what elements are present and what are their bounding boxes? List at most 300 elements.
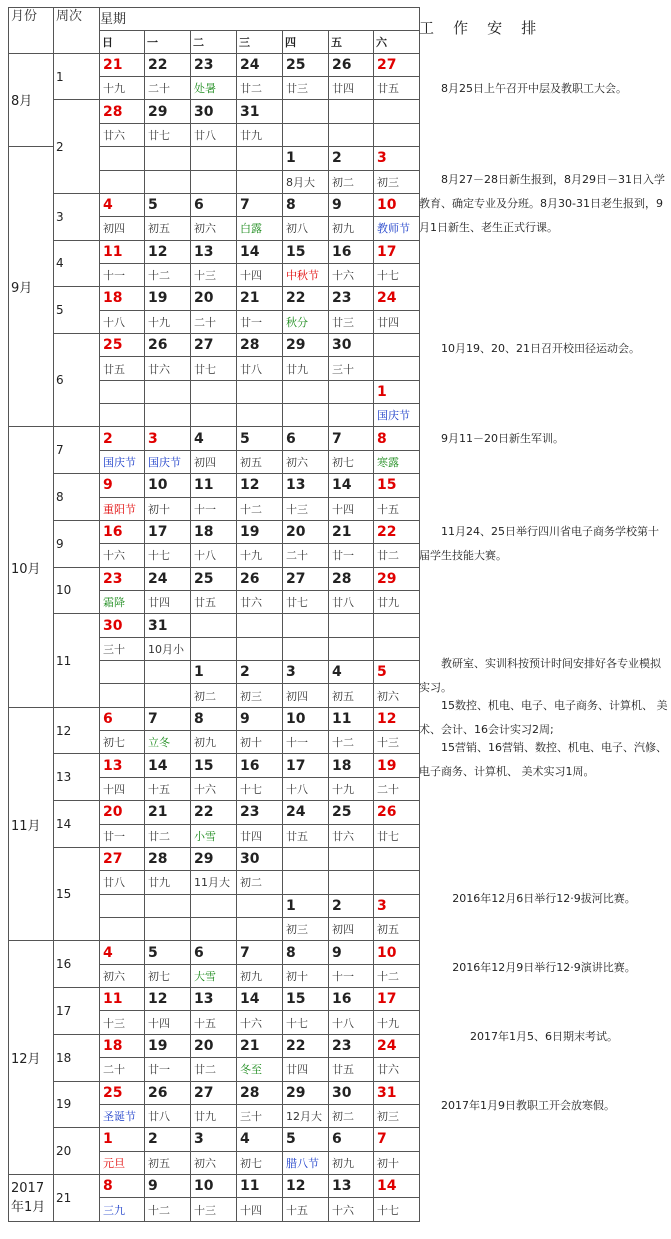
day-lunar-label: 廿一 — [100, 824, 145, 847]
day-lunar-label: 8月大 — [283, 170, 329, 193]
empty-day-cell — [283, 637, 329, 660]
day-lunar-label: 廿六 — [374, 1058, 420, 1081]
empty-day-cell — [145, 170, 191, 193]
day-number: 18 — [329, 754, 374, 777]
week-number: 1 — [54, 53, 100, 100]
day-lunar-label: 初六 — [283, 450, 329, 473]
empty-day-cell — [283, 123, 329, 146]
empty-day-cell — [191, 147, 237, 170]
day-lunar-label: 十六 — [100, 544, 145, 567]
day-number: 16 — [329, 240, 374, 263]
empty-day-cell — [100, 147, 145, 170]
day-number: 30 — [237, 847, 283, 870]
day-lunar-label: 初四 — [191, 450, 237, 473]
day-number: 11 — [329, 707, 374, 730]
day-lunar-label: 十九 — [100, 77, 145, 100]
empty-day-cell — [145, 404, 191, 427]
day-lunar-label: 霜降 — [100, 590, 145, 613]
day-lunar-label: 十五 — [191, 1011, 237, 1034]
empty-day-cell — [191, 918, 237, 941]
empty-day-cell — [191, 894, 237, 917]
day-number: 3 — [145, 427, 191, 450]
day-lunar-label: 圣诞节 — [100, 1104, 145, 1127]
day-number: 9 — [237, 707, 283, 730]
week-number: 12 — [54, 707, 100, 754]
day-lunar-label: 十八 — [191, 544, 237, 567]
day-number: 23 — [191, 53, 237, 76]
day-lunar-label: 初七 — [145, 964, 191, 987]
day-lunar-label: 国庆节 — [374, 404, 420, 427]
day-lunar-label: 教师节 — [374, 217, 420, 240]
day-number: 9 — [145, 1174, 191, 1197]
day-lunar-label: 12月大 — [283, 1104, 329, 1127]
day-lunar-label: 十四 — [145, 1011, 191, 1034]
day-number: 22 — [283, 287, 329, 310]
day-lunar-label: 初六 — [374, 684, 420, 707]
day-number: 24 — [145, 567, 191, 590]
day-lunar-label: 十七 — [374, 263, 420, 286]
empty-day-cell — [145, 380, 191, 403]
empty-day-cell — [100, 684, 145, 707]
day-number: 10 — [283, 707, 329, 730]
day-number: 1 — [374, 380, 420, 403]
day-number: 7 — [237, 941, 283, 964]
day-lunar-label: 初七 — [237, 1151, 283, 1174]
empty-day-cell — [283, 100, 329, 123]
day-lunar-label: 初九 — [329, 217, 374, 240]
day-number: 14 — [237, 240, 283, 263]
day-lunar-label: 廿六 — [100, 123, 145, 146]
month-label: 2017年1月 — [9, 1174, 54, 1221]
day-number: 16 — [237, 754, 283, 777]
empty-day-cell — [100, 170, 145, 193]
day-number: 5 — [145, 193, 191, 216]
day-number: 12 — [283, 1174, 329, 1197]
day-lunar-label: 廿四 — [283, 1058, 329, 1081]
empty-day-cell — [100, 918, 145, 941]
day-number: 10 — [374, 941, 420, 964]
day-lunar-label: 十三 — [100, 1011, 145, 1034]
day-lunar-label: 初六 — [100, 964, 145, 987]
day-lunar-label: 三九 — [100, 1198, 145, 1222]
day-number: 28 — [237, 1081, 283, 1104]
day-number: 22 — [374, 520, 420, 543]
day-lunar-label: 廿七 — [191, 357, 237, 380]
day-lunar-label: 二十 — [374, 777, 420, 800]
schedule-note: 2017年1月5、6日期末考试。 — [470, 1030, 618, 1043]
empty-day-cell — [283, 404, 329, 427]
day-number: 26 — [145, 1081, 191, 1104]
day-lunar-label: 十四 — [329, 497, 374, 520]
day-number: 28 — [237, 334, 283, 357]
day-number: 29 — [283, 334, 329, 357]
day-lunar-label: 廿七 — [283, 590, 329, 613]
day-lunar-label: 十一 — [283, 731, 329, 754]
day-lunar-label: 初十 — [237, 731, 283, 754]
day-number: 12 — [145, 240, 191, 263]
day-number: 4 — [329, 661, 374, 684]
week-number: 3 — [54, 193, 100, 240]
week-number: 5 — [54, 287, 100, 334]
day-lunar-label: 十一 — [100, 263, 145, 286]
day-number: 27 — [374, 53, 420, 76]
week-number: 2 — [54, 100, 100, 193]
day-lunar-label: 初五 — [145, 1151, 191, 1174]
weekday-label: 六 — [374, 31, 420, 53]
day-number: 26 — [237, 567, 283, 590]
day-lunar-label: 初十 — [283, 964, 329, 987]
day-lunar-label: 初四 — [283, 684, 329, 707]
day-number: 28 — [100, 100, 145, 123]
empty-day-cell — [100, 894, 145, 917]
month-label: 11月 — [9, 707, 54, 941]
day-lunar-label: 初五 — [374, 918, 420, 941]
day-lunar-label: 廿五 — [329, 1058, 374, 1081]
day-lunar-label: 国庆节 — [100, 450, 145, 473]
day-number: 6 — [191, 193, 237, 216]
week-number: 6 — [54, 334, 100, 427]
day-number: 4 — [237, 1128, 283, 1151]
week-number: 18 — [54, 1034, 100, 1081]
day-lunar-label: 三十 — [329, 357, 374, 380]
day-number: 2 — [329, 147, 374, 170]
day-lunar-label: 初五 — [237, 450, 283, 473]
day-lunar-label: 初五 — [329, 684, 374, 707]
day-number: 9 — [329, 941, 374, 964]
empty-day-cell — [374, 357, 420, 380]
day-lunar-label: 十九 — [237, 544, 283, 567]
empty-day-cell — [329, 637, 374, 660]
day-number: 30 — [191, 100, 237, 123]
day-number: 13 — [283, 474, 329, 497]
schedule-note: 教研室、实训科按预计时间安排好各专业模拟实习。 — [419, 657, 661, 694]
day-number: 20 — [100, 801, 145, 824]
day-lunar-label: 十五 — [374, 497, 420, 520]
day-number: 14 — [145, 754, 191, 777]
day-number: 25 — [191, 567, 237, 590]
schedule-note: 8月25日上午召开中层及教职工大会。 — [441, 82, 627, 95]
day-number: 15 — [374, 474, 420, 497]
day-lunar-label: 初八 — [283, 217, 329, 240]
day-lunar-label: 初七 — [100, 731, 145, 754]
empty-day-cell — [329, 123, 374, 146]
week-number: 16 — [54, 941, 100, 988]
day-lunar-label: 二十 — [283, 544, 329, 567]
day-number: 25 — [100, 1081, 145, 1104]
day-number: 24 — [237, 53, 283, 76]
week-number: 4 — [54, 240, 100, 287]
day-number: 2 — [100, 427, 145, 450]
week-column-header: 周次 — [54, 8, 100, 54]
month-column-header: 月份 — [9, 8, 54, 54]
day-number: 12 — [374, 707, 420, 730]
day-lunar-label: 重阳节 — [100, 497, 145, 520]
weekday-label: 二 — [191, 31, 237, 53]
empty-day-cell — [374, 100, 420, 123]
day-lunar-label: 十三 — [283, 497, 329, 520]
empty-day-cell — [283, 614, 329, 637]
day-lunar-label: 十二 — [374, 964, 420, 987]
day-number: 19 — [374, 754, 420, 777]
day-lunar-label: 十八 — [283, 777, 329, 800]
empty-day-cell — [145, 661, 191, 684]
empty-day-cell — [191, 404, 237, 427]
day-number: 15 — [283, 988, 329, 1011]
day-lunar-label: 廿六 — [237, 590, 283, 613]
empty-day-cell — [374, 847, 420, 870]
day-number: 31 — [145, 614, 191, 637]
day-lunar-label: 小雪 — [191, 824, 237, 847]
day-lunar-label: 初二 — [191, 684, 237, 707]
day-lunar-label: 十八 — [100, 310, 145, 333]
day-number: 4 — [100, 193, 145, 216]
day-lunar-label: 处暑 — [191, 77, 237, 100]
day-number: 31 — [374, 1081, 420, 1104]
day-lunar-label: 初十 — [145, 497, 191, 520]
weekday-label: 四 — [283, 31, 329, 53]
day-number: 29 — [191, 847, 237, 870]
day-lunar-label: 十三 — [374, 731, 420, 754]
day-lunar-label: 廿一 — [237, 310, 283, 333]
day-number: 24 — [374, 287, 420, 310]
day-number: 6 — [100, 707, 145, 730]
day-number: 11 — [100, 240, 145, 263]
empty-day-cell — [145, 894, 191, 917]
day-number: 2 — [145, 1128, 191, 1151]
day-number: 3 — [374, 894, 420, 917]
day-number: 17 — [283, 754, 329, 777]
day-lunar-label: 廿一 — [329, 544, 374, 567]
empty-day-cell — [329, 847, 374, 870]
day-number: 23 — [329, 1034, 374, 1057]
day-number: 19 — [145, 287, 191, 310]
empty-day-cell — [374, 614, 420, 637]
day-lunar-label: 初九 — [191, 731, 237, 754]
schedule-note: 2016年12月6日举行12·9拔河比赛。 — [452, 892, 636, 905]
day-number: 20 — [191, 287, 237, 310]
weekday-label: 一 — [145, 31, 191, 53]
empty-day-cell — [283, 847, 329, 870]
day-lunar-label: 腊八节 — [283, 1151, 329, 1174]
day-number: 28 — [329, 567, 374, 590]
empty-day-cell — [145, 147, 191, 170]
day-number: 13 — [100, 754, 145, 777]
day-number: 27 — [100, 847, 145, 870]
day-number: 10 — [145, 474, 191, 497]
day-lunar-label: 初三 — [374, 1104, 420, 1127]
day-number: 26 — [329, 53, 374, 76]
empty-day-cell — [329, 404, 374, 427]
day-lunar-label: 十七 — [237, 777, 283, 800]
day-lunar-label: 十二 — [145, 1198, 191, 1222]
day-number: 23 — [329, 287, 374, 310]
day-number: 21 — [237, 1034, 283, 1057]
day-number: 9 — [100, 474, 145, 497]
day-number: 30 — [329, 1081, 374, 1104]
day-lunar-label: 廿三 — [329, 310, 374, 333]
day-lunar-label: 廿九 — [145, 871, 191, 894]
empty-day-cell — [283, 871, 329, 894]
schedule-note: 15数控、机电、电子、电子商务、计算机、 美术、会计、16会计实习2周; — [419, 699, 668, 736]
day-lunar-label: 十五 — [283, 1198, 329, 1222]
empty-day-cell — [100, 404, 145, 427]
day-lunar-label: 廿五 — [191, 590, 237, 613]
day-number: 1 — [283, 147, 329, 170]
day-lunar-label: 二十 — [100, 1058, 145, 1081]
day-lunar-label: 廿八 — [100, 871, 145, 894]
week-number: 8 — [54, 474, 100, 521]
day-number: 6 — [329, 1128, 374, 1151]
day-lunar-label: 廿五 — [283, 824, 329, 847]
day-number: 5 — [283, 1128, 329, 1151]
day-lunar-label: 初四 — [100, 217, 145, 240]
day-lunar-label: 初三 — [374, 170, 420, 193]
day-lunar-label: 初二 — [329, 170, 374, 193]
weekday-label: 三 — [237, 31, 283, 53]
day-number: 13 — [329, 1174, 374, 1197]
empty-day-cell — [191, 170, 237, 193]
day-number: 2 — [329, 894, 374, 917]
day-number: 15 — [191, 754, 237, 777]
week-number: 19 — [54, 1081, 100, 1128]
day-lunar-label: 廿九 — [283, 357, 329, 380]
day-lunar-label: 元旦 — [100, 1151, 145, 1174]
day-lunar-label: 十四 — [237, 1198, 283, 1222]
day-number: 25 — [100, 334, 145, 357]
day-number: 8 — [374, 427, 420, 450]
month-label: 8月 — [9, 53, 54, 146]
day-lunar-label: 廿八 — [145, 1104, 191, 1127]
day-number: 18 — [100, 287, 145, 310]
day-number: 11 — [237, 1174, 283, 1197]
day-number: 17 — [374, 240, 420, 263]
empty-day-cell — [237, 614, 283, 637]
month-label: 9月 — [9, 147, 54, 427]
day-lunar-label: 廿九 — [374, 590, 420, 613]
week-number: 21 — [54, 1174, 100, 1221]
day-number: 1 — [191, 661, 237, 684]
week-number: 7 — [54, 427, 100, 474]
day-number: 6 — [191, 941, 237, 964]
day-number: 13 — [191, 988, 237, 1011]
day-lunar-label: 廿一 — [145, 1058, 191, 1081]
day-number: 18 — [100, 1034, 145, 1057]
day-lunar-label: 廿八 — [237, 357, 283, 380]
empty-day-cell — [237, 380, 283, 403]
day-number: 24 — [374, 1034, 420, 1057]
day-lunar-label: 冬至 — [237, 1058, 283, 1081]
day-number: 20 — [191, 1034, 237, 1057]
day-lunar-label: 廿七 — [145, 123, 191, 146]
week-number: 17 — [54, 988, 100, 1035]
day-number: 27 — [191, 1081, 237, 1104]
empty-day-cell — [100, 380, 145, 403]
empty-day-cell — [374, 871, 420, 894]
day-number: 5 — [374, 661, 420, 684]
day-lunar-label: 十九 — [145, 310, 191, 333]
day-lunar-label: 十四 — [237, 263, 283, 286]
day-lunar-label: 廿九 — [237, 123, 283, 146]
day-number: 27 — [191, 334, 237, 357]
day-number: 24 — [283, 801, 329, 824]
empty-day-cell — [145, 918, 191, 941]
day-number: 23 — [100, 567, 145, 590]
day-lunar-label: 十八 — [329, 1011, 374, 1034]
day-number: 16 — [100, 520, 145, 543]
day-number: 17 — [145, 520, 191, 543]
day-lunar-label: 十七 — [145, 544, 191, 567]
day-lunar-label: 中秋节 — [283, 263, 329, 286]
day-lunar-label: 廿四 — [145, 590, 191, 613]
day-lunar-label: 十九 — [374, 1011, 420, 1034]
day-number: 5 — [237, 427, 283, 450]
week-number: 15 — [54, 847, 100, 940]
day-number: 20 — [283, 520, 329, 543]
day-number: 28 — [145, 847, 191, 870]
day-number: 19 — [145, 1034, 191, 1057]
day-number: 8 — [283, 193, 329, 216]
day-lunar-label: 国庆节 — [145, 450, 191, 473]
day-lunar-label: 廿六 — [145, 357, 191, 380]
empty-day-cell — [329, 100, 374, 123]
day-lunar-label: 大雪 — [191, 964, 237, 987]
schedule-note: 2016年12月9日举行12·9演讲比赛。 — [452, 961, 636, 974]
day-lunar-label: 十一 — [191, 497, 237, 520]
empty-day-cell — [237, 404, 283, 427]
day-number: 17 — [374, 988, 420, 1011]
day-number: 9 — [329, 193, 374, 216]
day-number: 3 — [283, 661, 329, 684]
day-lunar-label: 立冬 — [145, 731, 191, 754]
day-number: 18 — [191, 520, 237, 543]
day-lunar-label: 十六 — [329, 1198, 374, 1222]
day-number: 8 — [191, 707, 237, 730]
day-lunar-label: 十二 — [145, 263, 191, 286]
day-lunar-label: 廿二 — [237, 77, 283, 100]
schedule-note: 15营销、16营销、数控、机电、电子、汽修、电子商务、计算机、 美术实习1周。 — [419, 741, 667, 778]
week-number: 10 — [54, 567, 100, 614]
schedule-note: 9月11－20日新生军训。 — [441, 432, 564, 445]
day-number: 3 — [374, 147, 420, 170]
empty-day-cell — [237, 894, 283, 917]
day-number: 8 — [283, 941, 329, 964]
empty-day-cell — [329, 614, 374, 637]
day-lunar-label: 廿六 — [329, 824, 374, 847]
day-lunar-label: 初二 — [329, 1104, 374, 1127]
week-number: 20 — [54, 1128, 100, 1175]
empty-day-cell — [191, 380, 237, 403]
day-number: 15 — [283, 240, 329, 263]
day-number: 21 — [237, 287, 283, 310]
day-lunar-label: 十七 — [283, 1011, 329, 1034]
day-number: 19 — [237, 520, 283, 543]
day-number: 30 — [329, 334, 374, 357]
day-number: 11 — [100, 988, 145, 1011]
day-lunar-label: 廿二 — [191, 1058, 237, 1081]
empty-day-cell — [100, 661, 145, 684]
day-lunar-label: 廿八 — [329, 590, 374, 613]
weekday-label: 日 — [100, 31, 145, 53]
day-number: 29 — [145, 100, 191, 123]
day-lunar-label: 白露 — [237, 217, 283, 240]
day-lunar-label: 初二 — [237, 871, 283, 894]
day-number: 30 — [100, 614, 145, 637]
day-lunar-label: 寒露 — [374, 450, 420, 473]
day-number: 22 — [283, 1034, 329, 1057]
day-lunar-label: 十四 — [100, 777, 145, 800]
day-number: 22 — [145, 53, 191, 76]
day-lunar-label: 二十 — [191, 310, 237, 333]
